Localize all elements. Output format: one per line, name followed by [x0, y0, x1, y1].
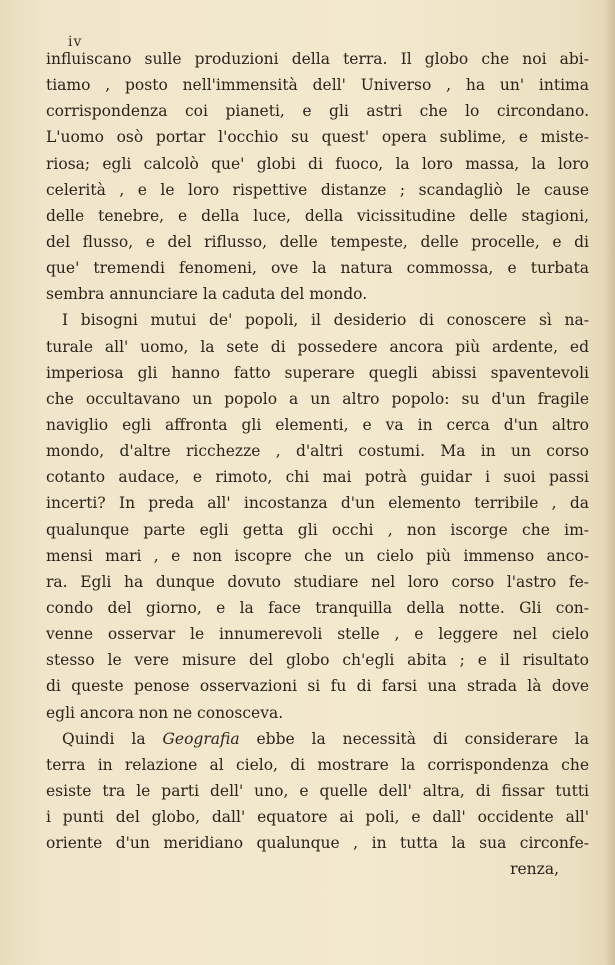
- text-line: celerità , e le loro rispettive distanze ; scandagliò le cause: [46, 180, 589, 199]
- text-line: incerti? In preda all' incostanza d'un elemento terribile , da: [46, 494, 589, 513]
- text-line: corrispondenza coi pianeti, e gli astri che lo circondano.: [46, 102, 589, 121]
- text-line: I bisogni mutui de' popoli, il desiderio di conoscere sì na-: [62, 311, 589, 330]
- text-line: che occultavano un popolo a un altro popolo: su d'un fragile: [46, 389, 589, 408]
- text-segment: ebbe la necessità di considerare la: [256, 729, 589, 748]
- text-line: mondo, d'altre ricchezze , d'altri costumi. Ma in un corso: [46, 442, 589, 461]
- text-line: mensi mari , e non iscopre che un cielo più immenso anco-: [46, 546, 589, 565]
- text-line: que' tremendi fenomeni, ove la natura commossa, e turbata: [46, 259, 589, 278]
- text-line: tiamo , posto nell'immensità dell' Universo , ha un' intima: [46, 76, 589, 95]
- text-line: imperiosa gli hanno fatto superare quegli abissi spaventevoli: [46, 363, 589, 382]
- text-line: esiste tra le parti dell' uno, e quelle dell' altra, di fissar tutti: [46, 781, 589, 800]
- text-line: di queste penose osservazioni si fu di farsi una strada là dove: [46, 677, 589, 696]
- text-line: condo del giorno, e la face tranquilla della notte. Gli con-: [46, 598, 589, 617]
- text-line: sembra annunciare la caduta del mondo.: [46, 285, 368, 304]
- text-line: del flusso, e del riflusso, delle tempeste, delle procelle, e di: [46, 232, 589, 251]
- text-line: qualunque parte egli getta gli occhi , non iscorge che im-: [46, 520, 589, 539]
- text-line: stesso le vere misure del globo ch'egli abita ; e il risultato: [46, 651, 589, 670]
- text-line: venne osservar le innumerevoli stelle , e leggere nel cielo: [46, 625, 589, 644]
- text-line: naviglio egli affronta gli elementi, e va in cerca d'un altro: [46, 415, 589, 434]
- text-line: influiscano sulle produzioni della terra. Il globo che noi abi-: [46, 50, 589, 68]
- text-line: ra. Egli ha dunque dovuto studiare nel loro corso l'astro fe-: [46, 572, 589, 591]
- page-edge-shadow: [605, 0, 615, 965]
- page-number: iv: [68, 34, 83, 50]
- text-line: turale all' uomo, la sete di possedere ancora più ardente, ed: [46, 337, 589, 356]
- italic-term: Geografia: [162, 729, 240, 748]
- text-line: terra in relazione al cielo, di mostrare la corrispondenza che: [46, 755, 589, 774]
- text-line: i punti del globo, dall' equatore ai poli, e dall' occidente all': [46, 808, 589, 827]
- text-line: riosa; egli calcolò que' globi di fuoco, la loro massa, la loro: [46, 154, 589, 173]
- text-segment: Quindi la: [62, 729, 146, 748]
- text-line: oriente d'un meridiano qualunque , in tutta la sua circonfe-: [46, 834, 589, 853]
- text-line-with-italic: [46, 726, 589, 752]
- body-text: [46, 46, 589, 883]
- text-line: delle tenebre, e della luce, della vicissitudine delle stagioni,: [46, 206, 589, 225]
- text-line: L'uomo osò portar l'occhio su quest' opera sublime, e miste-: [46, 128, 589, 147]
- text-line: cotanto audace, e rimoto, chi mai potrà guidar i suoi passi: [46, 468, 589, 487]
- text-line: egli ancora non ne conosceva.: [46, 703, 284, 722]
- catchword: renza,: [510, 860, 559, 879]
